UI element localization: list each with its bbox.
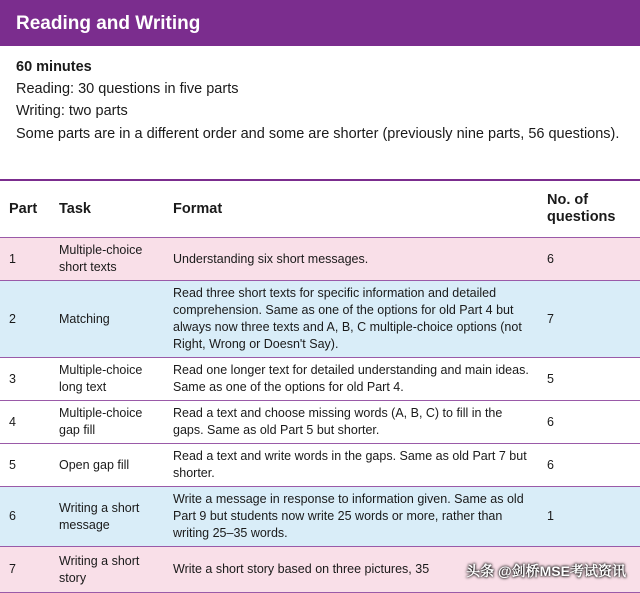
table-row bbox=[0, 358, 640, 401]
cell-task: Multiple-choice gap fill bbox=[50, 401, 164, 444]
watermark: 头条 @剑桥MSE考试资讯 bbox=[466, 563, 626, 579]
cell-format: Read a text and choose missing words (A, B, C) to fill in the gaps. Same as old Part 5 but shorter. bbox=[164, 401, 538, 444]
cell-task: Writing a short story bbox=[50, 547, 164, 593]
cell-part: 5 bbox=[0, 444, 50, 487]
cell-part: 3 bbox=[0, 358, 50, 401]
table-row bbox=[0, 238, 640, 281]
cell-questions: 6 bbox=[538, 238, 640, 281]
cell-part: 1 bbox=[0, 238, 50, 281]
table-row bbox=[0, 487, 640, 547]
header-questions: No. of questions bbox=[538, 180, 640, 238]
header-format: Format bbox=[164, 180, 538, 238]
table-row bbox=[0, 281, 640, 358]
header-part: Part bbox=[0, 180, 50, 238]
section-title: Reading and Writing bbox=[16, 13, 201, 34]
cell-questions: 7 bbox=[538, 281, 640, 358]
cell-format: Read three short texts for specific information and detailed comprehension. Same as one of the options for old Part 4 but always now three texts and A, B, C multiple-choice options (not Right, Wrong or Doesn't Say). bbox=[164, 281, 538, 358]
table-row bbox=[0, 401, 640, 444]
table-row bbox=[0, 444, 640, 487]
cell-format: Read one longer text for detailed understanding and main ideas. Same as one of the options for old Part 4. bbox=[164, 358, 538, 401]
cell-task: Matching bbox=[50, 281, 164, 358]
writing-summary: Writing: two parts bbox=[16, 103, 128, 119]
cell-format: Read a text and write words in the gaps. Same as old Part 7 but shorter. bbox=[164, 444, 538, 487]
cell-questions: 6 bbox=[538, 401, 640, 444]
header-task: Task bbox=[50, 180, 164, 238]
reading-summary: Reading: 30 questions in five parts bbox=[16, 81, 239, 97]
cell-questions: 1 bbox=[538, 487, 640, 547]
cell-part: 7 bbox=[0, 547, 50, 593]
duration-text: 60 minutes bbox=[16, 59, 92, 75]
cell-questions: 5 bbox=[538, 358, 640, 401]
cell-part: 6 bbox=[0, 487, 50, 547]
change-note: Some parts are in a different order and some are shorter (previously nine parts, 56 questions). bbox=[16, 126, 620, 142]
cell-format: Understanding six short messages. bbox=[164, 238, 538, 281]
parts-table bbox=[0, 179, 640, 593]
cell-part: 2 bbox=[0, 281, 50, 358]
cell-part: 4 bbox=[0, 401, 50, 444]
intro-block bbox=[0, 46, 640, 144]
cell-task: Multiple-choice long text bbox=[50, 358, 164, 401]
section-banner bbox=[0, 0, 640, 46]
cell-questions: 6 bbox=[538, 444, 640, 487]
cell-task: Multiple-choice short texts bbox=[50, 238, 164, 281]
table-header-row bbox=[0, 180, 640, 238]
cell-format: Write a message in response to information given. Same as old Part 9 but students now write 25 words or more, rather than writing 25–35 words. bbox=[164, 487, 538, 547]
cell-format: Write a short story based on three pictures, 35 bbox=[164, 547, 538, 593]
cell-task: Open gap fill bbox=[50, 444, 164, 487]
cell-task: Writing a short message bbox=[50, 487, 164, 547]
